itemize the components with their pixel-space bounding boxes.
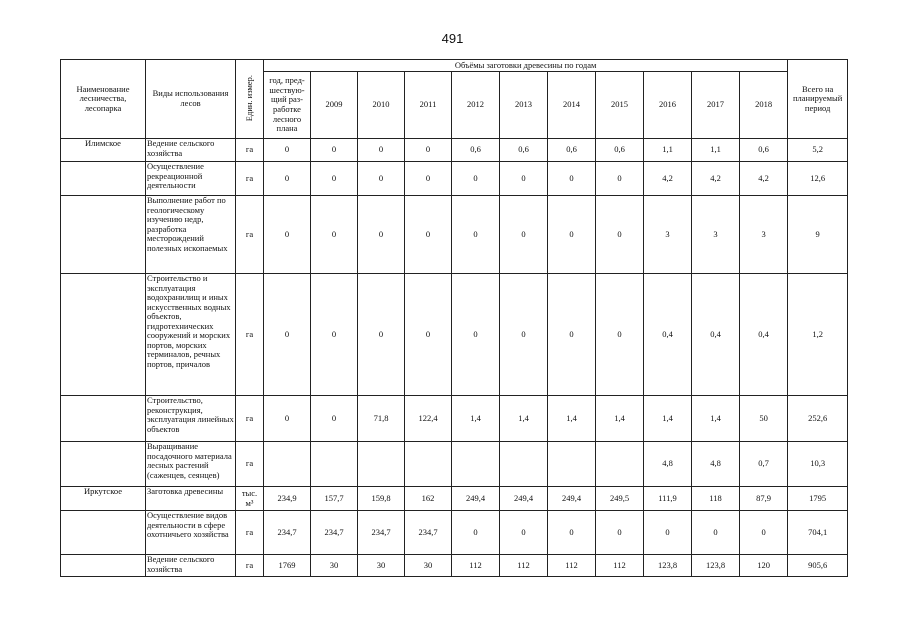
forestry-name bbox=[61, 555, 146, 577]
value-cell: 30 bbox=[358, 555, 405, 577]
value-cell: 0 bbox=[264, 274, 311, 396]
value-cell: 0 bbox=[264, 196, 311, 274]
table-row bbox=[61, 139, 848, 162]
header-unit-label: Един. измер. bbox=[243, 74, 254, 121]
value-cell: 1,1 bbox=[692, 139, 740, 162]
value-cell: 0 bbox=[500, 511, 548, 555]
total-cell: 252,6 bbox=[788, 396, 848, 442]
value-cell: 1,4 bbox=[596, 396, 644, 442]
value-cell bbox=[548, 442, 596, 487]
value-cell: 112 bbox=[596, 555, 644, 577]
use-type: Ведение сельского хозяйства bbox=[146, 555, 236, 577]
value-cell: 0,6 bbox=[548, 139, 596, 162]
use-type: Строительство, реконструкция, эксплуатация линейных объектов bbox=[146, 396, 236, 442]
total-cell: 10,3 bbox=[788, 442, 848, 487]
total-cell: 1795 bbox=[788, 487, 848, 511]
value-cell: 0,4 bbox=[644, 274, 692, 396]
value-cell: 0 bbox=[405, 162, 452, 196]
value-cell: 0,6 bbox=[596, 139, 644, 162]
value-cell: 234,7 bbox=[264, 511, 311, 555]
value-cell: 0 bbox=[596, 162, 644, 196]
value-cell bbox=[264, 442, 311, 487]
value-cell: 0 bbox=[548, 162, 596, 196]
header-year: 2012 bbox=[452, 72, 500, 139]
value-cell: 50 bbox=[740, 396, 788, 442]
value-cell: 0 bbox=[405, 196, 452, 274]
value-cell: 234,7 bbox=[358, 511, 405, 555]
value-cell bbox=[311, 442, 358, 487]
value-cell: 112 bbox=[452, 555, 500, 577]
value-cell: 30 bbox=[311, 555, 358, 577]
value-cell: 0,4 bbox=[740, 274, 788, 396]
value-cell: 234,7 bbox=[311, 511, 358, 555]
value-cell: 4,8 bbox=[692, 442, 740, 487]
value-cell: 112 bbox=[500, 555, 548, 577]
value-cell: 0 bbox=[452, 162, 500, 196]
value-cell: 0 bbox=[311, 139, 358, 162]
table-row bbox=[61, 162, 848, 196]
forestry-name bbox=[61, 196, 146, 274]
value-cell: 0 bbox=[311, 162, 358, 196]
value-cell: 1,4 bbox=[692, 396, 740, 442]
value-cell: 0,6 bbox=[500, 139, 548, 162]
value-cell bbox=[500, 442, 548, 487]
value-cell: 4,8 bbox=[644, 442, 692, 487]
value-cell: 0 bbox=[358, 274, 405, 396]
header-year: 2010 bbox=[358, 72, 405, 139]
value-cell: 0 bbox=[596, 274, 644, 396]
value-cell: 71,8 bbox=[358, 396, 405, 442]
header-pre-plan-year: год, пред-шествую-щий раз-работке лесного плана bbox=[264, 72, 311, 139]
value-cell bbox=[452, 442, 500, 487]
value-cell: 0 bbox=[405, 274, 452, 396]
value-cell: 1,4 bbox=[644, 396, 692, 442]
forestry-name bbox=[61, 396, 146, 442]
use-type: Строительство и эксплуатация водохранилищ и иных искусственных водных объектов, гидротехнических сооружений и морских портов, морских терминалов, речных портов, причалов bbox=[146, 274, 236, 396]
harvest-volume-table bbox=[60, 59, 848, 577]
header-unit bbox=[236, 60, 264, 139]
value-cell: 0 bbox=[452, 274, 500, 396]
value-cell: 0 bbox=[452, 196, 500, 274]
header-total: Всего на планируемый период bbox=[788, 60, 848, 139]
value-cell: 1,4 bbox=[548, 396, 596, 442]
total-cell: 5,2 bbox=[788, 139, 848, 162]
unit: га bbox=[236, 162, 264, 196]
header-year: 2014 bbox=[548, 72, 596, 139]
use-type: Выращивание посадочного материала лесных растений (саженцев, сеянцев) bbox=[146, 442, 236, 487]
table-row bbox=[61, 442, 848, 487]
value-cell: 249,4 bbox=[452, 487, 500, 511]
total-cell: 1,2 bbox=[788, 274, 848, 396]
value-cell: 249,4 bbox=[548, 487, 596, 511]
table-row bbox=[61, 487, 848, 511]
use-type: Осуществление видов деятельности в сфере охотничьего хозяйства bbox=[146, 511, 236, 555]
header-year: 2017 bbox=[692, 72, 740, 139]
value-cell: 118 bbox=[692, 487, 740, 511]
forestry-name bbox=[61, 442, 146, 487]
value-cell: 0 bbox=[548, 274, 596, 396]
header-year: 2013 bbox=[500, 72, 548, 139]
value-cell: 0 bbox=[264, 162, 311, 196]
unit: га bbox=[236, 555, 264, 577]
value-cell: 159,8 bbox=[358, 487, 405, 511]
value-cell: 30 bbox=[405, 555, 452, 577]
table-row bbox=[61, 511, 848, 555]
value-cell: 120 bbox=[740, 555, 788, 577]
header-forestry: Наименование лесничества, лесопарка bbox=[61, 60, 146, 139]
value-cell: 1,4 bbox=[500, 396, 548, 442]
forestry-name: Илимское bbox=[61, 139, 146, 162]
value-cell: 0,7 bbox=[740, 442, 788, 487]
value-cell: 122,4 bbox=[405, 396, 452, 442]
table-row bbox=[61, 396, 848, 442]
forestry-name bbox=[61, 274, 146, 396]
table-row bbox=[61, 555, 848, 577]
value-cell bbox=[358, 442, 405, 487]
total-cell: 9 bbox=[788, 196, 848, 274]
header-year: 2011 bbox=[405, 72, 452, 139]
use-type: Ведение сельского хозяйства bbox=[146, 139, 236, 162]
unit: га bbox=[236, 396, 264, 442]
use-type: Заготовка древесины bbox=[146, 487, 236, 511]
forestry-name bbox=[61, 511, 146, 555]
value-cell: 0 bbox=[644, 511, 692, 555]
value-cell: 0 bbox=[264, 396, 311, 442]
value-cell bbox=[405, 442, 452, 487]
value-cell: 0 bbox=[596, 511, 644, 555]
value-cell: 123,8 bbox=[644, 555, 692, 577]
value-cell: 0 bbox=[311, 274, 358, 396]
value-cell: 3 bbox=[692, 196, 740, 274]
table-row bbox=[61, 274, 848, 396]
forestry-name: Иркутское bbox=[61, 487, 146, 511]
value-cell: 0 bbox=[311, 396, 358, 442]
header-use-type: Виды использования лесов bbox=[146, 60, 236, 139]
unit: га bbox=[236, 139, 264, 162]
value-cell: 0 bbox=[405, 139, 452, 162]
value-cell: 0 bbox=[500, 196, 548, 274]
use-type: Осуществление рекреационной деятельности bbox=[146, 162, 236, 196]
total-cell: 704,1 bbox=[788, 511, 848, 555]
value-cell: 3 bbox=[644, 196, 692, 274]
value-cell: 4,2 bbox=[740, 162, 788, 196]
total-cell: 12,6 bbox=[788, 162, 848, 196]
value-cell: 4,2 bbox=[644, 162, 692, 196]
value-cell: 0 bbox=[692, 511, 740, 555]
value-cell: 4,2 bbox=[692, 162, 740, 196]
header-year: 2009 bbox=[311, 72, 358, 139]
value-cell: 0 bbox=[740, 511, 788, 555]
value-cell: 0 bbox=[264, 139, 311, 162]
value-cell: 0 bbox=[311, 196, 358, 274]
value-cell: 0,6 bbox=[740, 139, 788, 162]
header-year: 2018 bbox=[740, 72, 788, 139]
header-volumes-caption: Объёмы заготовки древесины по годам bbox=[264, 60, 788, 72]
value-cell: 111,9 bbox=[644, 487, 692, 511]
value-cell: 1769 bbox=[264, 555, 311, 577]
value-cell: 249,4 bbox=[500, 487, 548, 511]
value-cell: 0 bbox=[358, 196, 405, 274]
value-cell: 112 bbox=[548, 555, 596, 577]
value-cell: 1,1 bbox=[644, 139, 692, 162]
value-cell: 87,9 bbox=[740, 487, 788, 511]
value-cell: 0 bbox=[500, 274, 548, 396]
value-cell: 0 bbox=[548, 196, 596, 274]
value-cell: 1,4 bbox=[452, 396, 500, 442]
value-cell: 162 bbox=[405, 487, 452, 511]
unit: га bbox=[236, 274, 264, 396]
value-cell: 123,8 bbox=[692, 555, 740, 577]
value-cell: 157,7 bbox=[311, 487, 358, 511]
unit: га bbox=[236, 511, 264, 555]
value-cell: 0 bbox=[596, 196, 644, 274]
header-year: 2016 bbox=[644, 72, 692, 139]
unit: га bbox=[236, 442, 264, 487]
header-year: 2015 bbox=[596, 72, 644, 139]
value-cell: 0 bbox=[500, 162, 548, 196]
total-cell: 905,6 bbox=[788, 555, 848, 577]
value-cell: 234,9 bbox=[264, 487, 311, 511]
value-cell: 3 bbox=[740, 196, 788, 274]
value-cell: 0 bbox=[548, 511, 596, 555]
unit: тыс. м³ bbox=[236, 487, 264, 511]
forestry-name bbox=[61, 162, 146, 196]
value-cell: 0 bbox=[358, 139, 405, 162]
value-cell bbox=[596, 442, 644, 487]
table-row bbox=[61, 196, 848, 274]
unit: га bbox=[236, 196, 264, 274]
value-cell: 234,7 bbox=[405, 511, 452, 555]
value-cell: 0,4 bbox=[692, 274, 740, 396]
value-cell: 0 bbox=[452, 511, 500, 555]
value-cell: 0,6 bbox=[452, 139, 500, 162]
use-type: Выполнение работ по геологическому изучению недр, разработка месторождений полезных ископаемых bbox=[146, 196, 236, 274]
value-cell: 249,5 bbox=[596, 487, 644, 511]
page-number: 491 bbox=[441, 31, 464, 46]
value-cell: 0 bbox=[358, 162, 405, 196]
